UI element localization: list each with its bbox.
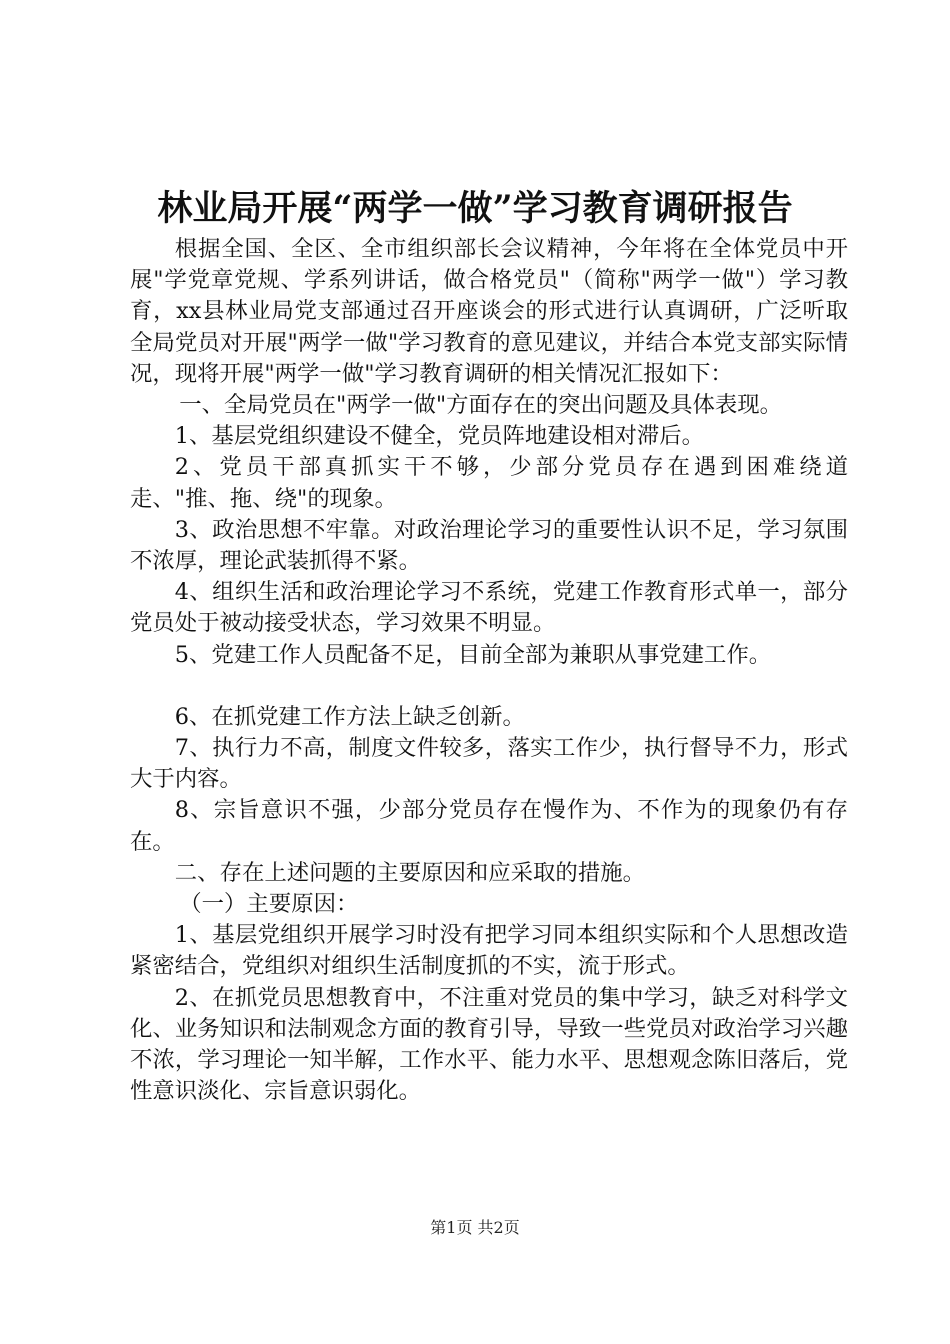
paragraph-item-2: 2、党员干部真抓实干不够，少部分党员存在遇到困难绕道走、"推、拖、绕"的现象。 xyxy=(130,454,848,512)
paragraph-cause-1: 1、基层党组织开展学习时没有把学习同本组织实际和个人思想改造紧密结合，党组织对组织生活制度抓的不实，流于形式。 xyxy=(130,922,848,980)
paragraph-item-6: 6、在抓党建工作方法上缺乏创新。 xyxy=(174,703,525,730)
section-heading-1: 一、全局党员在"两学一做"方面存在的突出问题及具体表现。 xyxy=(179,392,783,419)
paragraph-item-7: 7、执行力不高，制度文件较多，落实工作少，执行督导不力，形式大于内容。 xyxy=(130,735,848,793)
paragraph-item-1: 1、基层党组织建设不健全，党员阵地建设相对滞后。 xyxy=(174,423,705,450)
section-heading-2: 二、存在上述问题的主要原因和应采取的措施。 xyxy=(174,859,645,886)
paragraph-item-4: 4、组织生活和政治理论学习不系统，党建工作教育形式单一，部分党员处于被动接受状态，学习效果不明显。 xyxy=(130,579,848,637)
document-body xyxy=(130,234,848,1107)
paragraph-item-8: 8、宗旨意识不强，少部分党员存在慢作为、不作为的现象仍有存在。 xyxy=(130,797,848,855)
subsection-heading-1: （一）主要原因： xyxy=(179,891,359,918)
paragraph-cause-2: 2、在抓党员思想教育中，不注重对党员的集中学习，缺乏对科学文化、业务知识和法制观念方面的教育引导，导致一些党员对政治学习兴趣不浓，学习理论一知半解，工作水平、能力水平、思想观念陈旧落后，党性意识淡化、宗旨意识弱化。 xyxy=(130,984,848,1105)
document-title: 林业局开展“两学一做”学习教育调研报告 xyxy=(157,188,793,229)
paragraph-item-5: 5、党建工作人员配备不足，目前全部为兼职从事党建工作。 xyxy=(174,641,772,668)
paragraph-item-3: 3、政治思想不牢靠。对政治理论学习的重要性认识不足，学习氛围不浓厚，理论武装抓得不紧。 xyxy=(130,516,848,575)
paragraph-intro: 根据全国、全区、全市组织部长会议精神，今年将在全体党员中开展"学党章党规、学系列讲话，做合格党员"（简称"两学一做"）学习教育，xx县林业局党支部通过召开座谈会的形式进行认真调研，广泛听取全局党员对开展"两学一做"学习教育的意见建议，并结合本党支部实际情况，现将开展"两学一做"学习教育调研的相关情况汇报如下： xyxy=(130,236,848,387)
page-number: 第1页 共2页 xyxy=(430,1218,520,1237)
